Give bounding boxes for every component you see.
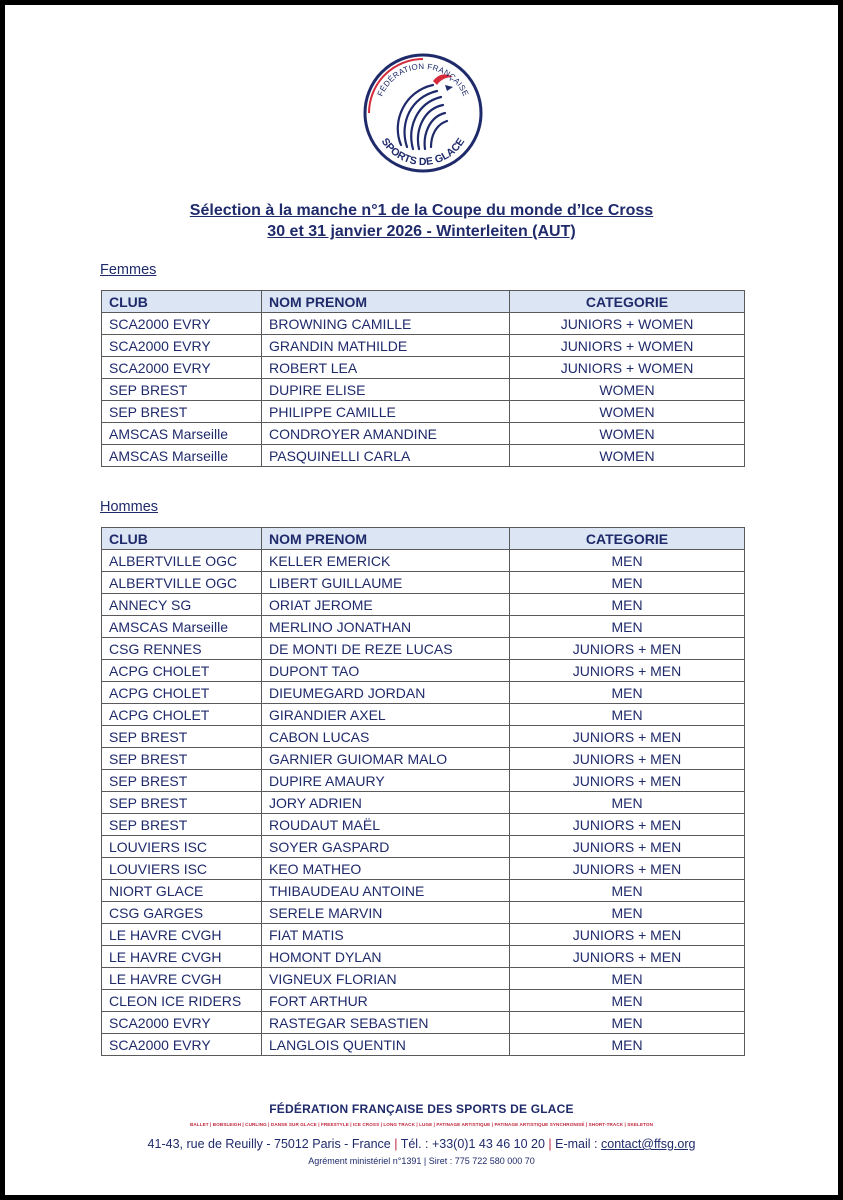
table-row (102, 704, 745, 726)
cell-club: ACPG CHOLET (102, 704, 262, 726)
cell-name: SERELE MARVIN (262, 902, 510, 924)
section-label-hommes: Hommes (100, 499, 159, 515)
cell-club: SCA2000 EVRY (102, 335, 262, 357)
footer-email-link[interactable]: contact@ffsg.org (601, 1137, 696, 1151)
cell-name: FORT ARTHUR (262, 990, 510, 1012)
cell-club: LOUVIERS ISC (102, 836, 262, 858)
cell-category: JUNIORS + MEN (510, 748, 745, 770)
cell-category: JUNIORS + MEN (510, 660, 745, 682)
document-page (5, 5, 838, 1195)
cell-name: KELLER EMERICK (262, 550, 510, 572)
table-row (102, 880, 745, 902)
cell-category: MEN (510, 968, 745, 990)
table-femmes (101, 290, 745, 467)
cell-category: JUNIORS + MEN (510, 726, 745, 748)
header-club: CLUB (102, 291, 262, 313)
table-row (102, 379, 745, 401)
table-row (102, 616, 745, 638)
cell-category: MEN (510, 1012, 745, 1034)
cell-name: CONDROYER AMANDINE (262, 423, 510, 445)
cell-club: ALBERTVILLE OGC (102, 550, 262, 572)
cell-category: WOMEN (510, 423, 745, 445)
table-header-row (102, 528, 745, 550)
table-row (102, 423, 745, 445)
footer-address-line: 41-43, rue de Reuilly - 75012 Paris - France | Tél. : +33(0)1 43 46 10 20 | E-mail : contact@ffsg.org (147, 1137, 696, 1151)
table-row (102, 357, 745, 379)
cell-name: FIAT MATIS (262, 924, 510, 946)
cell-name: PASQUINELLI CARLA (262, 445, 510, 467)
cell-category: JUNIORS + MEN (510, 924, 745, 946)
cell-club: AMSCAS Marseille (102, 445, 262, 467)
table-header-row (102, 291, 745, 313)
cell-category: MEN (510, 616, 745, 638)
cell-name: DUPIRE AMAURY (262, 770, 510, 792)
cell-category: MEN (510, 594, 745, 616)
cell-name: GRANDIN MATHILDE (262, 335, 510, 357)
table-row (102, 924, 745, 946)
cell-category: JUNIORS + MEN (510, 770, 745, 792)
table-row (102, 748, 745, 770)
table-row (102, 401, 745, 423)
cell-club: ACPG CHOLET (102, 660, 262, 682)
cell-name: PHILIPPE CAMILLE (262, 401, 510, 423)
cell-name: CABON LUCAS (262, 726, 510, 748)
table-row (102, 990, 745, 1012)
cell-name: HOMONT DYLAN (262, 946, 510, 968)
cell-club: CSG RENNES (102, 638, 262, 660)
table-row (102, 770, 745, 792)
table-row (102, 445, 745, 467)
table-row (102, 660, 745, 682)
cell-club: CLEON ICE RIDERS (102, 990, 262, 1012)
cell-name: GIRANDIER AXEL (262, 704, 510, 726)
footer-phone: Tél. : +33(0)1 43 46 10 20 (400, 1137, 545, 1151)
cell-club: ANNECY SG (102, 594, 262, 616)
cell-category: JUNIORS + WOMEN (510, 357, 745, 379)
cell-category: MEN (510, 792, 745, 814)
cell-category: WOMEN (510, 379, 745, 401)
cell-club: SCA2000 EVRY (102, 1012, 262, 1034)
cell-name: MERLINO JONATHAN (262, 616, 510, 638)
cell-name: ORIAT JEROME (262, 594, 510, 616)
cell-club: SCA2000 EVRY (102, 313, 262, 335)
cell-club: LE HAVRE CVGH (102, 946, 262, 968)
table-row (102, 836, 745, 858)
footer-address: 41-43, rue de Reuilly - 75012 Paris - France (147, 1137, 391, 1151)
footer-org-name: FÉDÉRATION FRANÇAISE DES SPORTS DE GLACE (269, 1102, 574, 1116)
table-row (102, 814, 745, 836)
cell-club: SEP BREST (102, 726, 262, 748)
table-row (102, 792, 745, 814)
cell-club: SEP BREST (102, 379, 262, 401)
table-row (102, 1034, 745, 1056)
cell-club: SCA2000 EVRY (102, 1034, 262, 1056)
svg-text:FÉDÉRATION FRANÇAISE (376, 62, 471, 98)
cell-club: AMSCAS Marseille (102, 423, 262, 445)
table-row (102, 550, 745, 572)
cell-category: JUNIORS + WOMEN (510, 335, 745, 357)
cell-name: THIBAUDEAU ANTOINE (262, 880, 510, 902)
logo-text-bottom: SPORTS DE GLACE (378, 135, 468, 169)
footer-disciplines: BALLET | BOBSLEIGH | CURLING | DANSE SUR GLACE | FREESTYLE | ICE CROSS | LONG TRACK | LUGE | PATINAGE ARTISTIQUE | PATINAGE ARTISTIQUE SYNCHRONISÉ | SHORT-TRACK | SKELETON (189, 1122, 654, 1127)
document-title-line1: Sélection à la manche n°1 de la Coupe du monde d’Ice Cross (189, 202, 654, 219)
cell-category: MEN (510, 682, 745, 704)
cell-name: LIBERT GUILLAUME (262, 572, 510, 594)
cell-club: LE HAVRE CVGH (102, 924, 262, 946)
cell-category: JUNIORS + WOMEN (510, 313, 745, 335)
header-name: NOM PRENOM (262, 528, 510, 550)
cell-category: JUNIORS + MEN (510, 638, 745, 660)
cell-name: ROBERT LEA (262, 357, 510, 379)
table-row (102, 313, 745, 335)
cell-name: DUPONT TAO (262, 660, 510, 682)
cell-name: GARNIER GUIOMAR MALO (262, 748, 510, 770)
header-category: CATEGORIE (510, 528, 745, 550)
cell-club: SEP BREST (102, 401, 262, 423)
cell-name: LANGLOIS QUENTIN (262, 1034, 510, 1056)
footer-email-label: E-mail : (555, 1137, 598, 1151)
cell-club: LE HAVRE CVGH (102, 968, 262, 990)
table-row (102, 572, 745, 594)
cell-category: MEN (510, 990, 745, 1012)
table-row (102, 638, 745, 660)
cell-name: DUPIRE ELISE (262, 379, 510, 401)
header-club: CLUB (102, 528, 262, 550)
logo-text-top: FÉDÉRATION FRANÇAISE (375, 61, 471, 98)
cell-club: SEP BREST (102, 770, 262, 792)
cell-club: SEP BREST (102, 748, 262, 770)
header-name: NOM PRENOM (262, 291, 510, 313)
cell-name: SOYER GASPARD (262, 836, 510, 858)
cell-club: ACPG CHOLET (102, 682, 262, 704)
table-row (102, 726, 745, 748)
cell-name: DIEUMEGARD JORDAN (262, 682, 510, 704)
table-row (102, 968, 745, 990)
cell-category: JUNIORS + MEN (510, 814, 745, 836)
cell-club: ALBERTVILLE OGC (102, 572, 262, 594)
cell-category: MEN (510, 1034, 745, 1056)
cell-category: MEN (510, 902, 745, 924)
cell-category: MEN (510, 704, 745, 726)
header-category: CATEGORIE (510, 291, 745, 313)
table-row (102, 682, 745, 704)
cell-club: SEP BREST (102, 792, 262, 814)
cell-category: JUNIORS + MEN (510, 858, 745, 880)
cell-club: CSG GARGES (102, 902, 262, 924)
cell-name: BROWNING CAMILLE (262, 313, 510, 335)
cell-club: AMSCAS Marseille (102, 616, 262, 638)
cell-category: WOMEN (510, 401, 745, 423)
document-title-line2: 30 et 31 janvier 2026 - Winterleiten (AUT) (267, 223, 576, 240)
footer-agrement: Agrément ministériel n°1391 | Siret : 775 722 580 000 70 (308, 1156, 535, 1166)
cell-category: WOMEN (510, 445, 745, 467)
table-row (102, 946, 745, 968)
cell-name: KEO MATHEO (262, 858, 510, 880)
cell-club: SEP BREST (102, 814, 262, 836)
cell-name: DE MONTI DE REZE LUCAS (262, 638, 510, 660)
section-label-femmes: Femmes (100, 262, 157, 278)
table-row (102, 858, 745, 880)
cell-category: MEN (510, 550, 745, 572)
cell-name: VIGNEUX FLORIAN (262, 968, 510, 990)
table-row (102, 335, 745, 357)
cell-category: MEN (510, 880, 745, 902)
cell-category: MEN (510, 572, 745, 594)
cell-club: LOUVIERS ISC (102, 858, 262, 880)
ffsg-logo (361, 51, 485, 175)
table-row (102, 1012, 745, 1034)
cell-category: JUNIORS + MEN (510, 946, 745, 968)
cell-name: RASTEGAR SEBASTIEN (262, 1012, 510, 1034)
table-row (102, 902, 745, 924)
cell-name: ROUDAUT MAËL (262, 814, 510, 836)
table-row (102, 594, 745, 616)
cell-name: JORY ADRIEN (262, 792, 510, 814)
cell-club: NIORT GLACE (102, 880, 262, 902)
cell-category: JUNIORS + MEN (510, 836, 745, 858)
table-hommes (101, 527, 745, 1056)
cell-club: SCA2000 EVRY (102, 357, 262, 379)
